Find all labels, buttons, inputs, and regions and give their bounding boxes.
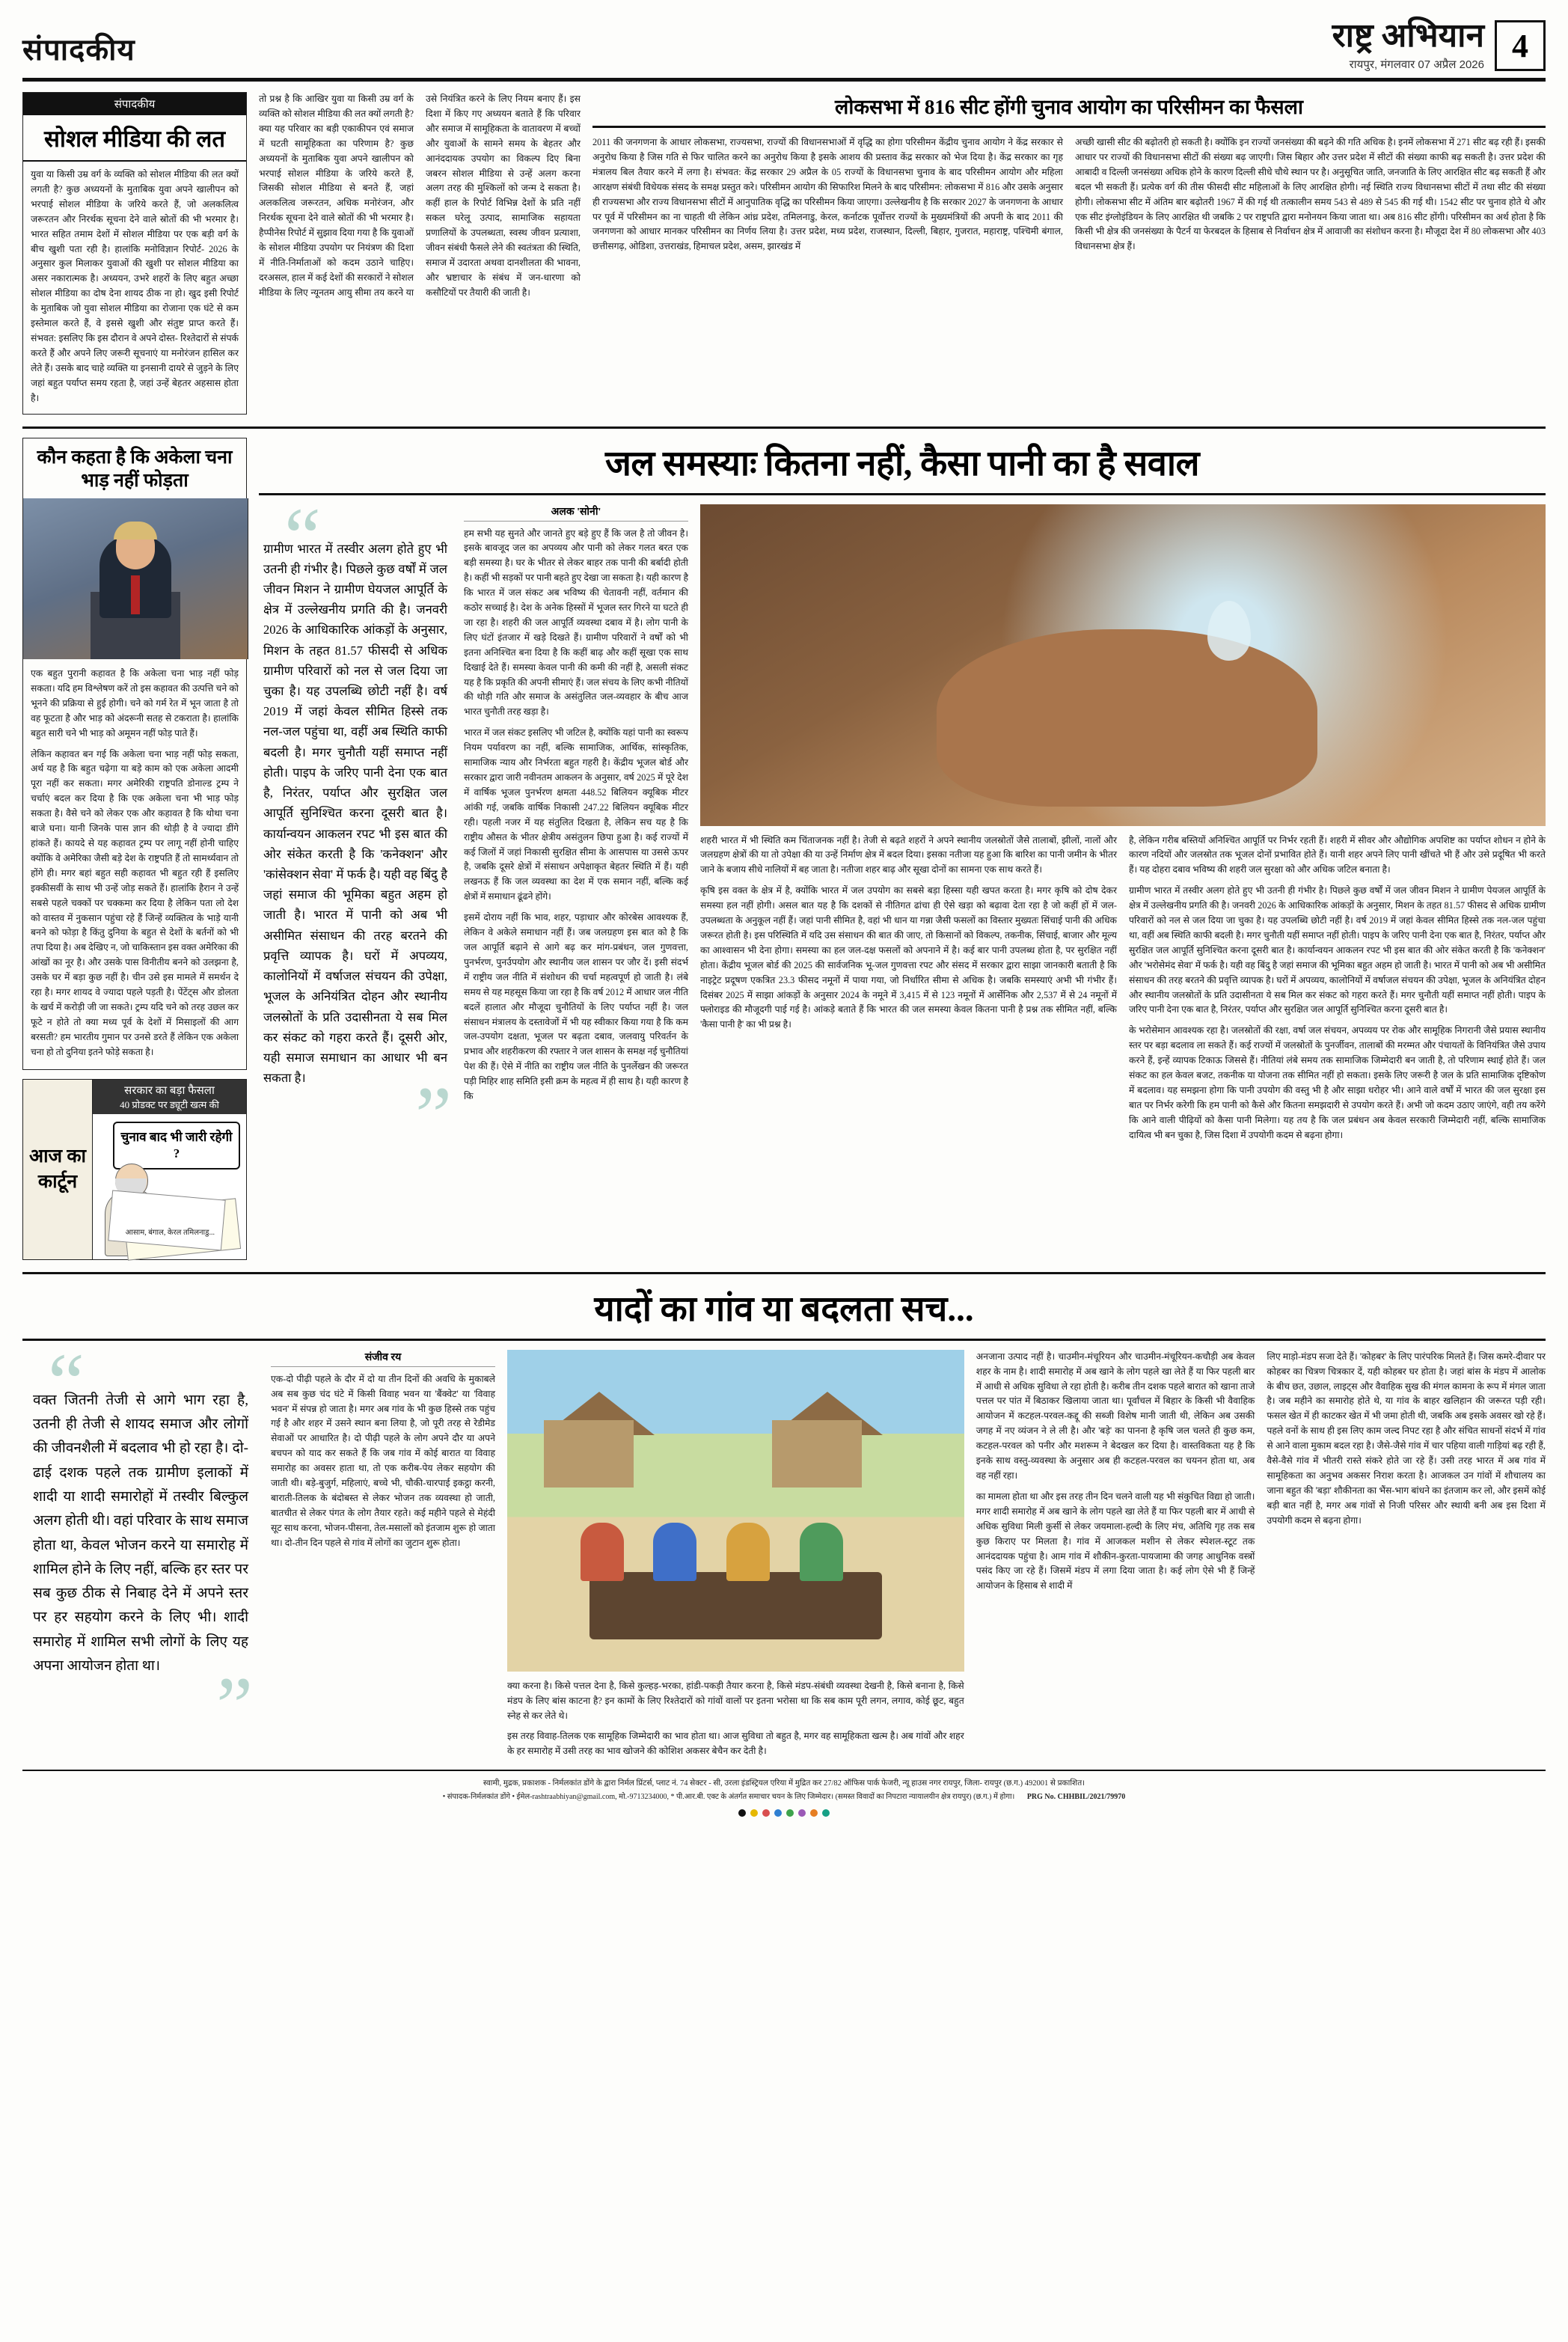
cartoon-box bbox=[22, 1079, 247, 1260]
registration-dot bbox=[738, 1809, 746, 1817]
village-headline: यादों का गांव या बदलता सच... bbox=[22, 1283, 1546, 1341]
loksabha-col-1: 2011 की जनगणना के आधार लोकसभा, राज्यसभा, राज्यों की विधानसभाओं में वृद्धि का होगा परिसीमन केंद्रीय चुनाव आयोग ने केंद्र सरकार से अनुरोध किया है जिस गति से फिर चालित करने का अनुरोध किया है इसके आशय की प्रस्ताव केंद्र सरकार को भेज दिया है। केंद्र सरकार का गृह मंत्रालय बिल तैयार करने में लगा है। संभवत: केंद्र सरकार 29 अप्रैल के 05 राज्यों के विधानसभा चुनाव के बाद परिसीमन आयोग और महिला आरक्षण संबंधी विधेयक संसद के समक्ष प्रस्तुत करे। परिसीमन आयोग की सिफारिश मिलने के बाद परिसीमन: लोकसभा में 816 और उसके अनुसार ही राज्यसभा और राज्य विधानसभा सीटों में आनुपातिक वृद्धि का परिसीमन किया जाएगा। उल्लेखनीय है कि सरकार 2027 के जनगणना के आधार पर पूर्व में परिसीमन का ना चाहती थी लेकिन आंध्र प्रदेश, तमिलनाडु, केरल, कर्नाटक पूर्वोत्तर राज्यों के मुख्यमंत्रियों की अपनी के बाद 2011 की जनगणना को आधार मानकर परिसीमन का निर्णय लिया है। उत्तर प्रदेश, मध्य प्रदेश, राजस्थान, दिल्ली, बिहार, गुजरात, महाराष्ट्र, पश्चिमी बंगाल, छत्तीसगढ़, ओडिशा, उत्तराखंड, हिमाचल प्रदेश, असम, झारखंड में bbox=[592, 137, 1063, 252]
water-pullquote bbox=[259, 490, 452, 1162]
loksabha-col-2: अच्छी खासी सीट की बढ़ोतरी हो सकती है। क्योंकि इन राज्यों जनसंख्या की बढ़ने की गति अधिक है। इनमें लोकसभा में 271 सीट बढ़ रही हैं। इसकी आधार पर राज्यों की विधानसभा सीटों की संख्या बढ़ जाएगी। जिस बिहार और उत्तर प्रदेश में सीटों की संख्या काफी बढ़ सकती है। उत्तर प्रदेश की आबादी व दिल्ली जनसंख्या अधिक होने के कारण दिल्ली सीधे चौथे स्थान पर है। अनुसूचित जाति, जनजाति के लिए आरक्षित सीट बढ़ सकती हैं और बदल भी सकती हैं। प्रत्येक वर्ग की तीस फीसदी सीट महिलाओं के लिए आरक्षित होगी। नई स्थिति राज्य विधानसभा सीटों में तथा सीट की संख्या होगी। लोकसभा सीट में अंतिम बार बढ़ोतरी 1967 में की गई थी तत्कालीन समय 543 से 489 से 545 की गई थी। 1542 सीट पर चुनाव होते थे और एक सीट इंग्लोइंडियन के लिए आरक्षित थी जबकि 2 पर राष्ट्रपति द्वारा मनोनयन किया जाता था। अब 816 सीट होंगी। परिसीमन का अर्थ होता है कि किसी भी क्षेत्र की जनसंख्या के पैटर्न या फेरबदल के हिसाब से निर्वाचन क्षेत्र में आवाजी का संशोधन करना है। मौजूदा देश में 80 लोकसभा और 403 विधानसभा क्षेत्र हैं। bbox=[1075, 137, 1546, 252]
water-byline-name: अलक 'सोनी' bbox=[551, 506, 601, 518]
registration-dot bbox=[798, 1809, 806, 1817]
registration-dot bbox=[810, 1809, 818, 1817]
village-quote-close-icon: ” bbox=[216, 1660, 253, 1752]
village-col3-text: का मामला होता था और इस तरह तीन दिन चलने वाली यह भी संकुचित विद्या हो जाती। मगर शादी समारोह में अब खाने के लोग पहले खा लेते हैं या फिर पहली बार में आधी से अधिक सुविधा मिली कुर्सी से लेकर जयमाला-हल्दी के लिए मंच, अतिथि गृह तक सब कुछ किराए पर मिलता है। गांव में आजकल मशीन से लेकर स्पेशल-स्टूट तक आनंददायक पहुंचा है। आम गांव में शौकीन-कुरता-पायजामा की जगह आधुनिक वस्त्रों पसंद किए जा रहे हैं। जिसमें मंडप में लगा दिया जाता है। कई लोग ऐसे भी हैं जिन्हें आयोजन के हिसाब से शादी में bbox=[976, 1490, 1255, 1592]
paper-name: राष्ट्र अभियान bbox=[1332, 17, 1484, 54]
editorial-headline: सोशल मीडिया की लत bbox=[23, 115, 246, 162]
page-number: 4 bbox=[1495, 20, 1546, 71]
cartoon-banner-line1: सरकार का बड़ा फैसला bbox=[124, 1084, 215, 1097]
villager-2 bbox=[653, 1523, 696, 1581]
editorial-body: युवा या किसी उम्र वर्ग के व्यक्ति को सोशल मीडिया की लत क्यों लगती है? कुछ अध्ययनों के मुताबिक युवा अपने खालीपन को भरपाई सोशल मीडिया के जरिये करते हैं, जो अलकलित्व जरूरतन और निरर्थक सूचना देने वाले स्रोतों की भी भरमार है। भारत सहित तमाम देशों में सोशल मीडिया पर एक बड़ी वर्ग के बीच खुशी पता रही है। हालांकि मनोविज्ञान रिपोर्ट- 2026 के अनुसार कुल मिलाकर युवाओं की खुशी पर सोशल मीडिया का असर नकारात्मक है। अध्ययन, उभरे शहरों के लिए बहुत अच्छा सोशल मीडिया का दोष देना शायद ठीक ना हो। खुद इसी रिपोर्ट के मुताबिक जो युवा सोशल मीडिया का रोजाना एक घंटे से कम इस्तेमाल करते हैं, वे इससे खुशी और संतुष्ट प्राप्त करते हैं। संभवत: इसलिए कि इस दौरान वे अपने दोस्त- रिश्तेदारों से संपर्क करते हैं और अपने लिए जरूरी सूचनाएं या मनोरंजन हासिल कर लेते हैं। उसके बाद चाहे व्यक्ति या इनसानी दायरे से जुड़ने के लिए जहां बहुत पर्याप्त समय रहता है, जहां उन्हें बेहतर अहसास होता है। bbox=[31, 169, 239, 403]
village-col1-text: एक-दो पीढ़ी पहले के दौर में दो या तीन दिनों की अवधि के मुकाबले अब सब कुछ चंद घंटे में किसी विवाह भवन या 'बैंक्वेट' या 'विवाह भवन' में संपन्न हो जाता है। मगर अब गांव के भी कुछ हिस्से तक पहुंच गई है और शहर में उसने स्थान बना लिया है, जो पूरी तरह से रेडीमेड सेवाओं पर आधारित है। दो पीढ़ी पहले के लोग अपने दौर या अपने बचपन को याद कर सकते हैं कि जब गांव में कोई बारात या विवाह समारोह का अवसर हाता था, तो एक करीब-पेय लेकर सहयोग की जाती थी। बड़े-बुजुर्ग, महिलाएं, बच्चे भी, चौकी-चारपाई इकट्ठा करनी, बाराती-तिलक के बंदोबस्त से लेकर भोजन तक व्यवस्था हो जाती, बातचीत से लेकर पंगत के लोग तैयार रहते। कई महीने पहले से मेहंदी सूट साथ करना, भोजन-पीसना, तेल-मसालों को इंतजाम शुरू हो जाता था। दो-तीन दिन पहले से गांव में लोगों का जुटान शुरू होता। bbox=[271, 1373, 495, 1548]
villager-1 bbox=[581, 1523, 624, 1581]
water-col2-p2: कृषि इस वक्त के क्षेत्र में है, क्योंकि भारत में जल उपयोग का सबसे बड़ा हिस्सा यही खपत करता है। मगर कृषि को दोष देकर समस्या हल नहीं होगी। असल बात यह है कि दशकों से नीतिगत ढांचा ही ऐसे खड़ा को बढ़ावा देता रहा है जो कहीं हों में जल-उपलब्धता के अनुकूल नहीं हैं। जहां पानी सीमित है, वहां भी धान या गन्ना जैसी फसलों का विस्तार मुख्यतः सिंचाई पानी की अधिक जरूरत होती है। इस परिस्थिति में यदि उस संसाधन की बात की जाए, तो किसानों को विकल्प, तकनीक, सिंचाई, बाजार और मूल्य का आश्वासन भी देना होगा। समस्या का हल जल-दक्ष फसलों को अपनाने में है। कई बार पानी उपलब्ध होता है, पर सुरक्षित नहीं होता। केंद्रीय भूजल बोर्ड की 2025 की सार्वजनिक भू-जल गुणवत्ता रपट और संसद में सरकार द्वारा साझा जानकारी बताती है कि नाइट्रेट प्रदूषण एकत्रित 23.3 फीसद नमूनों में पाया गया, जो निर्धारित सीमा से अधिक है। जबकि समस्याएं अभी भी गंभीर हैं। दिसंबर 2025 में साझा आंकड़ों के अनुसार 2024 के नमूने में 3,415 में से 123 नमूनों में आर्सेनिक और 2,537 में से 24 नमूनों में फ्लोराइड की मौजूदगी पाई गई है। आंकड़े बताते हैं कि भारत की जल समस्या केवल कितना पानी है प्रश्न तक सीमित नहीं, बल्कि 'कैसा पानी है' का भी प्रश्न है। bbox=[700, 885, 1117, 1030]
feast-table bbox=[589, 1572, 882, 1639]
water-byline bbox=[464, 504, 688, 522]
village-byline bbox=[271, 1350, 495, 1367]
water-photo bbox=[700, 504, 1546, 826]
village-col2-p1: अनजाना उत्पाद नहीं है। चाउमीन-मंचूरियन और चाउमीन-मंचूरियन-कचौड़ी अब केवल शहर के नाम है। शादी समारोह में अब खाने के लोग पहले खा लेते हैं या फिर पहली बार में आधी से अधिक सुविधा ले रहा होती है। करीब तीन दशक पहले बारात को खाना ताजे पत्तल पर पांत में बिठाकर खिलाया जाता था। पूर्वांचल में बिहार के किसी भी वैवाहिक आयोजन में कटहल-परवल-कद्दू की सब्जी विशेष मानी जाती थी, लेकिन अब उसकी जगह में नए व्यंजन ने ले ली है। और 'बड़े' का पानना है कृषि जल चलते ही कुछ कम, कटहल-परवल को पनीर और मशरूम ने बेदखल कर दिया है। वास्तविकता यह है कि इनके साथ वस्तु-व्यवस्था के अनुसार अब ही कटहल-परवल का चयनन होता था, अब वह नहीं रहा। bbox=[976, 1351, 1255, 1481]
water-right-block bbox=[700, 504, 1546, 1143]
section-label: संपादकीय bbox=[22, 33, 135, 67]
village-section bbox=[22, 1272, 1546, 1760]
cartoon-scene bbox=[93, 1170, 246, 1259]
chana-intro: एक बहुत पुरानी कहावत है कि अकेला चना भाड़ नहीं फोड़ सकता। यदि हम विश्लेषण करें तो इस कहावत की उत्पत्ति चने को भूनने की प्रक्रिया से हुई होगी। चने को गर्म रेत में भून जाता है तो वह फूटता है और भाड़ को अंदरूनी सतह से टकराता है। हालांकि बहुत सारी चने भी भाड़ को अमूमन नहीं फोड़ पाते हैं। bbox=[31, 668, 239, 739]
cartoon-label bbox=[23, 1080, 93, 1259]
masthead-right bbox=[1332, 19, 1546, 72]
top-section bbox=[22, 92, 1546, 415]
water-drop-shape bbox=[1207, 601, 1251, 661]
editorial-box bbox=[22, 92, 247, 415]
loksabha-story bbox=[592, 92, 1546, 415]
village-col4-text: लिए माड़ो-मंडप सजा देते हैं। 'कोहबर' के लिए पारंपरिक मिलते हैं। जिस कमरे-दीवार पर कोहबर का चित्रण चित्रकार दें, यही कोहबर घर होता है। जहां बांस के मंडप में आलोक के बीच छत, उछाल, लाइट्स और वैवाहिक सुख की मंगल कामना के रूप में मंगल जाता है। जब महीने का समारोह होते थे, या गांव के बाहर खलिहान की जरूरत पड़ी रही। फसल खेत में ही काटकर खेत में भी जमा होती थी, जबकि अब इसके अवसर खो रहे हैं। पहले वनों के साथ ही इस लिए काम जल्द निपट रहा है और संचित साधनों संदर्भ में गांव से आने वाला मुकाम बदल रहा है। जैसे-जैसे गांव में चार पहिया वाली गाड़ियां बढ़ रही हैं, वैसे-वैसे गांव में भीतरी रास्ते संकरे होते जा रहे हैं। उसी तरह भारत में अब गांव में सामूहिकता का अनुभव अकसर निराश करता है। आजकल उन गांवों में शौचालय का जाना बहुत की 'बड़ा' शौकीनता का भैंस-भाग बांधने का इंतजाम कर लो, और इसमें कोई बड़ी बात नहीं है, मगर अब गांवों से निजी परिसर और स्थायी बनी अब इस दिशा में उपयोगी कदम से बढ़ना होगा। bbox=[1267, 1351, 1546, 1526]
hut-left bbox=[544, 1420, 634, 1488]
village-quote-open-icon: “ bbox=[48, 1336, 85, 1428]
village-col2-p2: क्या करना है। किसे पत्तल देना है, किसे कुल्हड़-भरका, हांडी-पकड़ी तैयार करना है, किसे मंडप-संबंधी व्यवस्था देखनी है, किसे बनाना है, किसे मंडप के लिए बांस काटना है? इन कामों के लिए रिश्तेदारों को गांवों वालों पर इतना भरोसा था कि सब काम पूरी लगन, लगाव, कोई छूट, बहुत स्नेह से कर लेते थे। bbox=[507, 1680, 964, 1721]
water-col1-p2: भारत में जल संकट इसलिए भी जटिल है, क्योंकि यहां पानी का स्वरूप नियम पर्यावरण का नहीं, बल्कि सामाजिक, आर्थिक, सांस्कृतिक, सामाजिक न्याय और निर्भरता बहुत गहरी है। केंद्रीय भूजल बोर्ड और सरकार द्वारा जारी नवीनतम आकलन के अनुसार, वर्ष 2025 में पूरे देश में वार्षिक भूजल पुनर्भरण क्षमता 448.52 बिलियन क्यूबिक मीटर आंकी गई, जबकि वार्षिक निकासी 247.22 बिलियन क्यूबिक मीटर रही। पहली नजर में यह संतुलित दिखता है, लेकिन सच यह है कि राष्ट्रीय औसत के भीतर क्षेत्रीय असंतुलन छिपा हुआ है। कई राज्यों में कई जिलों में जहां निकासी सुरक्षित सीमा के आसपास या उससे ऊपर है, जबकि दूसरे क्षेत्रों में संसाधन अपेक्षाकृत बेहतर स्थिति में हैं। यही लखनऊ हैं कि जल व्यवस्था का देश में एक समान नहीं, बल्कि कई क्षेत्रों में समाधान ढूंढने होंगे। bbox=[464, 727, 688, 902]
registration-dot bbox=[786, 1809, 794, 1817]
water-col3-p3: के भरोसेमान आवश्यक रहा है। जलस्रोतों की रक्षा, वर्षा जल संचयन, अपव्यय पर रोक और सामूहिक निगरानी जैसे प्रयास स्थानीय स्तर पर बड़ा बदलाव ला सकते हैं। कई राज्यों में जलस्रोतों के पुनर्जीवन, तालाबों की मरम्मत और पंचायतों के विनियंत्रित जैसे उपाय करने हैं, इन्हें व्यापक टिकाऊ जिससे हैं। नीतियां लंबे समय तक सामाजिक जिम्मेदारी बन जाती है, तो परिणाम स्थाई होते हैं। जल संकट का हल केवल बजट, तकनीक या योजना तक सीमित नहीं हो सकता। इसके लिए जरूरी है जल के प्रति सामाजिक दृष्टिकोण में बदलाव। यह समझना होगा कि पानी उपयोग की वस्तु भी है और साझा धरोहर भी। आने वाले वर्षों में भारत की जल सुरक्षा इस बात पर निर्भर करेगी कि हम पानी को कैसे और कितना समझदारी से उपयोग करते हैं। अभी जो कदम उठाए जाएंगे, वही तय करेंगे कि आने वाली पीढ़ियों को कैसा पानी मिलेगा। यह तय है कि जल प्रबंधन अब केवल सरकारी जिम्मेदारी नहीं, बल्कि सामाजिक दायित्व भी बन चुका है, जिस दिशा में उपयोगी कदम से बढ़ना होगा। bbox=[1129, 1025, 1546, 1140]
footer-prg-number: PRG No. CHHBIL/2021/79970 bbox=[1026, 1793, 1126, 1802]
water-col-1 bbox=[464, 504, 688, 1143]
cartoon-paper-tag: आसाम, बंगाल, केरल तमिलनाडु... bbox=[125, 1228, 215, 1237]
water-story bbox=[259, 438, 1546, 1260]
villager-3 bbox=[726, 1523, 770, 1581]
footer-line-1: स्वामी, मुद्रक, प्रकाशक - निर्मलकांत डोंगे के द्वारा निर्मल प्रिंटर्स, प्लाट नं. 74 सेक्टर - सी, उरला इंडस्ट्रियल एरिया में मुद्रित कर 27/82 ऑफिस पार्क फेजरी, न्यू हाउस नगर रायपुर, जिला- रायपुर (छ.ग.) 492001 से प्रकाशित। bbox=[483, 1779, 1085, 1788]
registration-dot bbox=[750, 1809, 758, 1817]
speaker-hair bbox=[114, 522, 157, 539]
chana-column bbox=[22, 438, 247, 1260]
editorial-tab: संपादकीय bbox=[23, 93, 246, 115]
villager-4 bbox=[800, 1523, 843, 1581]
cartoon-label-text: आज का कार्टून bbox=[28, 1146, 87, 1192]
village-col2-p3: इस तरह विवाह-तिलक एक सामूहिक जिम्मेदारी का भाव होता था। आज सुविधा तो बहुत है, मगर वह सामूहिकता खत्म है। अब गांवों और शहर के हर समारोह में उसी तरह का भाव खोजने की कोशिश अकसर बेचैन कर देती है। bbox=[507, 1731, 964, 1757]
village-col-1 bbox=[271, 1350, 495, 1760]
quote-close-icon: ” bbox=[415, 1070, 452, 1162]
masthead bbox=[22, 19, 1546, 82]
village-byline-name: संजीव रय bbox=[364, 1351, 402, 1363]
footer-line-2-text: • संपादक-निर्मलकांत डोंगे • ईमेल-rashtraabhiyan@gmail.com, मो.-9713234000, * पी.आर.बी. एक्ट के अंतर्गत समाचार चयन के लिए जिम्मेदार। (समस्त विवादों का निपटारा न्यायालयीन क्षेत्र रायपुर) (छ.ग.) में होगा। bbox=[442, 1793, 1015, 1802]
tie-shape bbox=[131, 575, 140, 614]
top-middle-column bbox=[259, 92, 581, 415]
village-pullquote bbox=[22, 1336, 259, 1760]
water-col1-p3: इसमें दोराय नहीं कि भाव, शहर, पड़ाधार और कोरबेस आवश्यक हैं, लेकिन वे अकेले समाधान नहीं हैं। जब जलग्रहण इस बात को है कि जल आपूर्ति बढ़ाने से आगे बढ़ कर मांग-प्रबंधन, जल गुणवत्ता, पुनर्भरण, पुनर्उपयोग और स्थानीय जल शासन पर जौर दें। इसी संदर्भ में राष्ट्रीय जल नीति में संशोधन की चर्चा महत्वपूर्ण हो जाती है। लंबे समय से यह महसूस किया जा रहा है कि वर्ष 2012 में आधार जल नीति बदलें हालात और मौजूदा चुनौतियों के लिए पर्याप्त नहीं है। जल संसाधन मंत्रालय के दस्तावेजों में भी यह स्वीकार किया गया है कि कम जल-उपयोग दक्षता, भूजल पर बढ़ता दबाव, जलवायु परिवर्तन के प्रभाव और शहरीकरण की रफ्तार ने जल शासन के समक्ष नई चुनौतियां पेश की हैं। ऐसे में नीति का राष्ट्रीय जल नीति के पुनर्लेखन की जरूरत पड़ी मिहिर शाह समिति इसी क्रम के महत्व में ही साथ है। यही कारण है कि bbox=[464, 912, 688, 1102]
village-pullquote-text: वक्त जितनी तेजी से आगे भाग रहा है, उतनी ही तेजी से शायद समाज और लोगों की जीवनशैली में बदलाव भी हो रहा है। दो-ढाई दशक पहले तक ग्रामीण इलाकों में शादी या शादी समारोहों में तस्वीर बिल्कुल अलग होती थी। वहां परिवार के साथ समाज होता था, केवल भोजन करने या समारोह में शामिल होने के लिए नहीं, बल्कि हर स्तर पर सब कुछ ठीक से निबाह देने में अपने स्तर पर हर सहयोग करने के लिए भी। शादी समारोह में शामिल सभी लोगों के लिए यह अपना आयोजन होता था। bbox=[33, 1392, 248, 1675]
cartoon-banner-line2: 40 प्रोडक्ट पर ड्यूटी खत्म की bbox=[120, 1098, 219, 1110]
registration-dot bbox=[774, 1809, 782, 1817]
page-footer bbox=[22, 1770, 1546, 1817]
cartoon-speech-bubble: चुनाव बाद भी जारी रहेगी ? bbox=[113, 1122, 240, 1170]
trump-photo bbox=[22, 498, 248, 659]
hut-right bbox=[772, 1420, 862, 1488]
water-col1-p1: हम सभी यह सुनते और जानते हुए बड़े हुए हैं कि जल है तो जीवन है। इसके बावजूद जल का अपव्यय और पानी को लेकर गलत बरत एक बड़ी समस्या है। घर के भीतर से लेकर बाहर तक पानी की बर्बादी होती है। कहीं भी सड़कों पर पानी बहते हुए देखा जा सकता है। यही कारण है कि भारत में जल संकट अब भविष्य की चेतावनी नहीं, वर्तमान की कठोर सच्चाई है। देश के अनेक हिस्सों में भूजल स्तर गिरने या घटते ही जा रहा है। शहरी की जल आपूर्ति व्यवस्था दबाव में है। लोग पानी के लिए घंटों इंतजार में खड़े दिखते हैं। ग्रामीण परिवारों ने वर्षों को भी इतना अनिश्चित बना दिया है कि कहीं बाढ़ और कहीं सूखा एक साथ दिखाई देते हैं। समस्या केवल पानी की कमी की नहीं है, असली संकट यह है कि प्रकृति की अपनी सीमाएं हैं। जल संचय के लिए कभी नीतियों की थोड़ी गति और समाज के असंतुलित जल-व्यवहार के बीच आज भारत चुनौती तरह खड़ा है। bbox=[464, 528, 688, 718]
footer-line-2 bbox=[22, 1791, 1546, 1803]
chana-body: लेकिन कहावत बन गई कि अकेला चना भाड़ नहीं फोड़ सकता, अर्थ यह है कि बहुत चढ़ेगा या बड़े काम को एक अकेला आदमी पूरा नहीं कर सकता। मगर अमेरिकी राष्ट्रपति डोनाल्ड ट्रम्प ने चर्चाएं बदल कर दिया है कि एक अकेला चना भी भाड़ फोड़ सकता है। वैसे चने को लेकर एक और कहावत है कि थोथा चना बाजे घना। यानी जिनके पास ज्ञान की थोड़ी है वे ज्यादा डींगे हांकते हैं। कायदे से यह कहावत ट्रम्प पर लागू नहीं होनी चाहिए क्योंकि वे अमेरिका जैसी बड़े देश के राष्ट्रपति हैं तो सामर्थ्यवान तो होंगे ही। मगर बहां बहुत सही कहावत भी बहुत रही हैं इसलिए इक्कीसवीं के साथ भी उन्हें जोड़ सकते हैं। हालांकि हैरान ने उन्हें सबसे पहले चक्कों पर चक्कमा कर दिया है लेकिन पता लो देश को वास्तव में नुकसान पहुंचा रहे हैं जिन्हें व्यक्तित्व के भाड़े यानी बनने को फोड़ा है किंतु दुनिया के बहुत से देशों के बर्तनों को भी तपा दिया है। अब देखिए न, जो चाकिस्तान इस वक्त अमेरिका की आंखों का नूर है। और उसके पास विनीतीय बनने को उलझना है, उसके घर में बड़ा कुछ नहीं है। चीन उसे इस मामले में समर्थन दे रहा है। मगर शायद वे ज्यादा पहले पड़ती है। पेंटेंट्स और डोलता के खर्च में करोड़ी जी जा सकते। ट्रम्प यदि चने को तरह उछल कर फूटे न होते तो क्या मध्य पूर्व के देशों में मिसाइलों की आग बरसती? हम भारतीय गुमान पर उनसे डरते हैं लेकिन एक अकेला चना हो तो दुनिया इतने फोड़े सकता है। bbox=[31, 748, 239, 1057]
loksabha-headline: लोकसभा में 816 सीट होंगी चुनाव आयोग का परिसीमन का फैसला bbox=[592, 92, 1546, 128]
registration-dot bbox=[822, 1809, 830, 1817]
place-date: रायपुर, मंगलवार 07 अप्रैल 2026 bbox=[1349, 58, 1484, 71]
water-col2-p1: शहरी भारत में भी स्थिति कम चिंताजनक नहीं है। तेजी से बढ़ते शहरों ने अपने स्थानीय जलस्रोतों जैसे तालाबों, झीलों, नालों और जलग्रहण क्षेत्रों की या तो उपेक्षा की या उन्हें निर्माण क्षेत्र में बदल दिया। इसका नतीजा यह हुआ कि बारिश का पानी जमीन के भीतर जाने के बजाय सीधे नालियों में बह जाता है। नतीजा शहर बाढ़ और सूखा दोनों का सामना एक साथ करते हैं। bbox=[700, 834, 1117, 875]
hand-shape bbox=[937, 629, 1317, 807]
editorial-continuation: तो प्रश्न है कि आखिर युवा या किसी उम्र वर्ग के व्यक्ति को सोशल मीडिया की लत क्यों लगती है? क्या यह परिवार का बड़ी एकाकीपन एवं समाज में घटती सामूहिकता का परिणाम है? कुछ अध्ययनों के मुताबिक युवा अपने खालीपन को भरपाई सोशल मीडिया के जरिये करते हैं, जिसकी सोशल मीडिया से बनते हैं, जहां अलकलित्व जरूरतन, अधिक मनोरंजन, और निरर्थक सूचना देने वाले स्रोतों की भी भरमार है। हैप्पीनेस रिपोर्ट में सुझाव दिया गया है कि युवाओं के सोशल मीडिया उपयोग पर नियंत्रण की दिशा में नीति-निर्माताओं को कदम उठाने चाहिए। दरअसल, हाल में कई देशों की सरकारों ने सोशल मीडिया के लिए न्यूनतम आयु सीमा तय करने या उसे नियंत्रित करने के लिए नियम बनाए हैं। इस दिशा में किए गए अध्ययन बताते हैं कि परिवार और समाज में सामूहिकता के वातावरण में बच्चों और युवाओं के सामने समय के बेहतर और आनंददायक उपयोग का विकल्प दिए बिना जबरन सोशल मीडिया से उन्हें अलग करना अलग तरह की मुश्किलों को जन्म दे सकता है। कहीं हाल के रिपोर्ट विभिन्न देशों के प्रति नहीं सकल घरेलू उत्पाद, सामाजिक सहायता प्रणालियों के उपलब्धता, स्वस्थ जीवन प्रत्याशा, जीवन संबंधी फैसले लेने की स्वतंत्रता की स्थिति, समाज में उदारता अथवा दानशीलता की भावना, और भ्रष्टाचार के संबंध में जन-धारणा को कसौटियों पर तैयारी की जाती है। bbox=[259, 94, 581, 298]
village-right-block bbox=[507, 1350, 1546, 1760]
water-col3-p2: ग्रामीण भारत में तस्वीर अलग होते हुए भी उतनी ही गंभीर है। पिछले कुछ वर्षों में जल जीवन मिशन ने ग्रामीण पेयजल आपूर्ति के क्षेत्र में उल्लेखनीय प्रगति की है। जनवरी 2026 के आधिकारिक आंकड़ों के अनुसार, मिशन के तहत 81.57 फीसद से अधिक ग्रामीण परिवारों को नल से जल दिया जा चुका है। यह उपलब्धि छोटी नहीं है। वर्ष 2019 में जहां केवल सीमित हिस्से तक नल-जल पहुंचा था, वहीं अब स्थिति काफी बदली है। मगर चुनौती यहीं समाप्त नहीं होती। पाइप के जरिए पानी देना एक बात है, निरंतर, पर्याप्त और सुरक्षित जल आपूर्ति सुनिश्चित करना दूसरी बात है। कार्यान्वयन आकलन रपट भी इस बात की ओर संकेत करती है कि 'कनेक्शन' और 'भरोसेमंद सेवा' में फर्क है। यही वह बिंदु है जहां समाज की भूमिका बहुत अहम हो जाती है। भारत में पानी को अब भी असीमित संसाधन की तरह बरतने की प्रवृत्ति व्यापक है। घरों में अपव्यय, कालोनियों में वर्षाजल संचयन की उपेक्षा, भूजल के अनियंत्रित दोहन और स्थानीय जलस्रोतों के प्रति उदासीनता ये सब मिल कर संकट को गहरा करते हैं। मगर चुनौती यहीं समाप्त नहीं होती। पाइप के जरिए पानी देना एक बात है, निरंतर, पर्याप्त और सुरक्षित जल आपूर्ति सुनिश्चित करना दूसरी बात है। bbox=[1129, 885, 1546, 1015]
registration-dot bbox=[762, 1809, 770, 1817]
middle-section bbox=[22, 426, 1546, 1260]
water-col3-p1: है, लेकिन गरीब बस्तियों अनिश्चित आपूर्ति पर निर्भर रहती हैं। शहरी में सीवर और औद्योगिक अपशिष्ट का पर्याप्त शोधन न होने के कारण नदियों और जलस्रोत तक भूजल दोनों प्रभावित होते हैं। यानी शहर अपने लिए पानी खींचते भी हैं और उसे प्रदूषित भी करते हैं। यह दोहरा दबाव भविष्य की शहरी जल सुरक्षा को और अधिक जटिल बनाता है। bbox=[1129, 834, 1546, 875]
water-headline: जल समस्याः कितना नहीं, कैसा पानी का है सवाल bbox=[259, 438, 1546, 495]
chana-headline: कौन कहता है कि अकेला चना भाड़ नहीं फोड़ता bbox=[22, 438, 247, 499]
water-pullquote-text: ग्रामीण भारत में तस्वीर अलग होते हुए भी उतनी ही गंभीर है। पिछले कुछ वर्षों में जल जीवन मिशन ने ग्रामीण घेयजल आपूर्ति के क्षेत्र में उल्लेखनीय प्रगति की है। जनवरी 2026 के आधिकारिक आंकड़ों के अनुसार, मिशन के तहत 81.57 फीसदी से अधिक ग्रामीण परिवारों को नल से जल दिया जा चुका है। यह उपलब्धि छोटी नहीं है। वर्ष 2019 में जहां केवल सीमित हिस्से तक नल-जल पहुंचा था, वहीं अब स्थिति काफी बदली है। मगर चुनौती यहीं समाप्त नहीं होती। पाइप के जरिए पानी देना एक बात है, निरंतर, पर्याप्त और सुरक्षित जल आपूर्ति सुनिश्चित करना दूसरी बात है। कार्यान्वयन आकलन रपट भी इस बात की ओर संकेत करती है कि 'कनेक्शन' और 'कांसेक्शन सेवा' में फर्क है। यही वह बिंदु है जहां समाज की भूमिका बहुत अहम हो जाती है। भारत में पानी को अब भी असीमित संसाधन की तरह बरतने की प्रवृत्ति व्यापक है। घरों में अपव्यय, कालोनियों में वर्षाजल संचयन की उपेक्षा, भूजल के अनियंत्रित दोहन और स्थानीय जलस्रोतों के प्रति उदासीनता ये सब मिल कर संकट को गहरा करते हैं। दूसरी ओर, यही समाज समाधान का आधार भी बन सकता है। bbox=[263, 541, 447, 1086]
village-photo bbox=[507, 1350, 964, 1672]
cartoon-papers-front bbox=[108, 1190, 225, 1250]
quote-open-icon: “ bbox=[284, 490, 321, 582]
cartoon-art bbox=[93, 1080, 246, 1259]
color-registration-dots bbox=[22, 1809, 1546, 1817]
cartoon-banner bbox=[93, 1080, 246, 1114]
